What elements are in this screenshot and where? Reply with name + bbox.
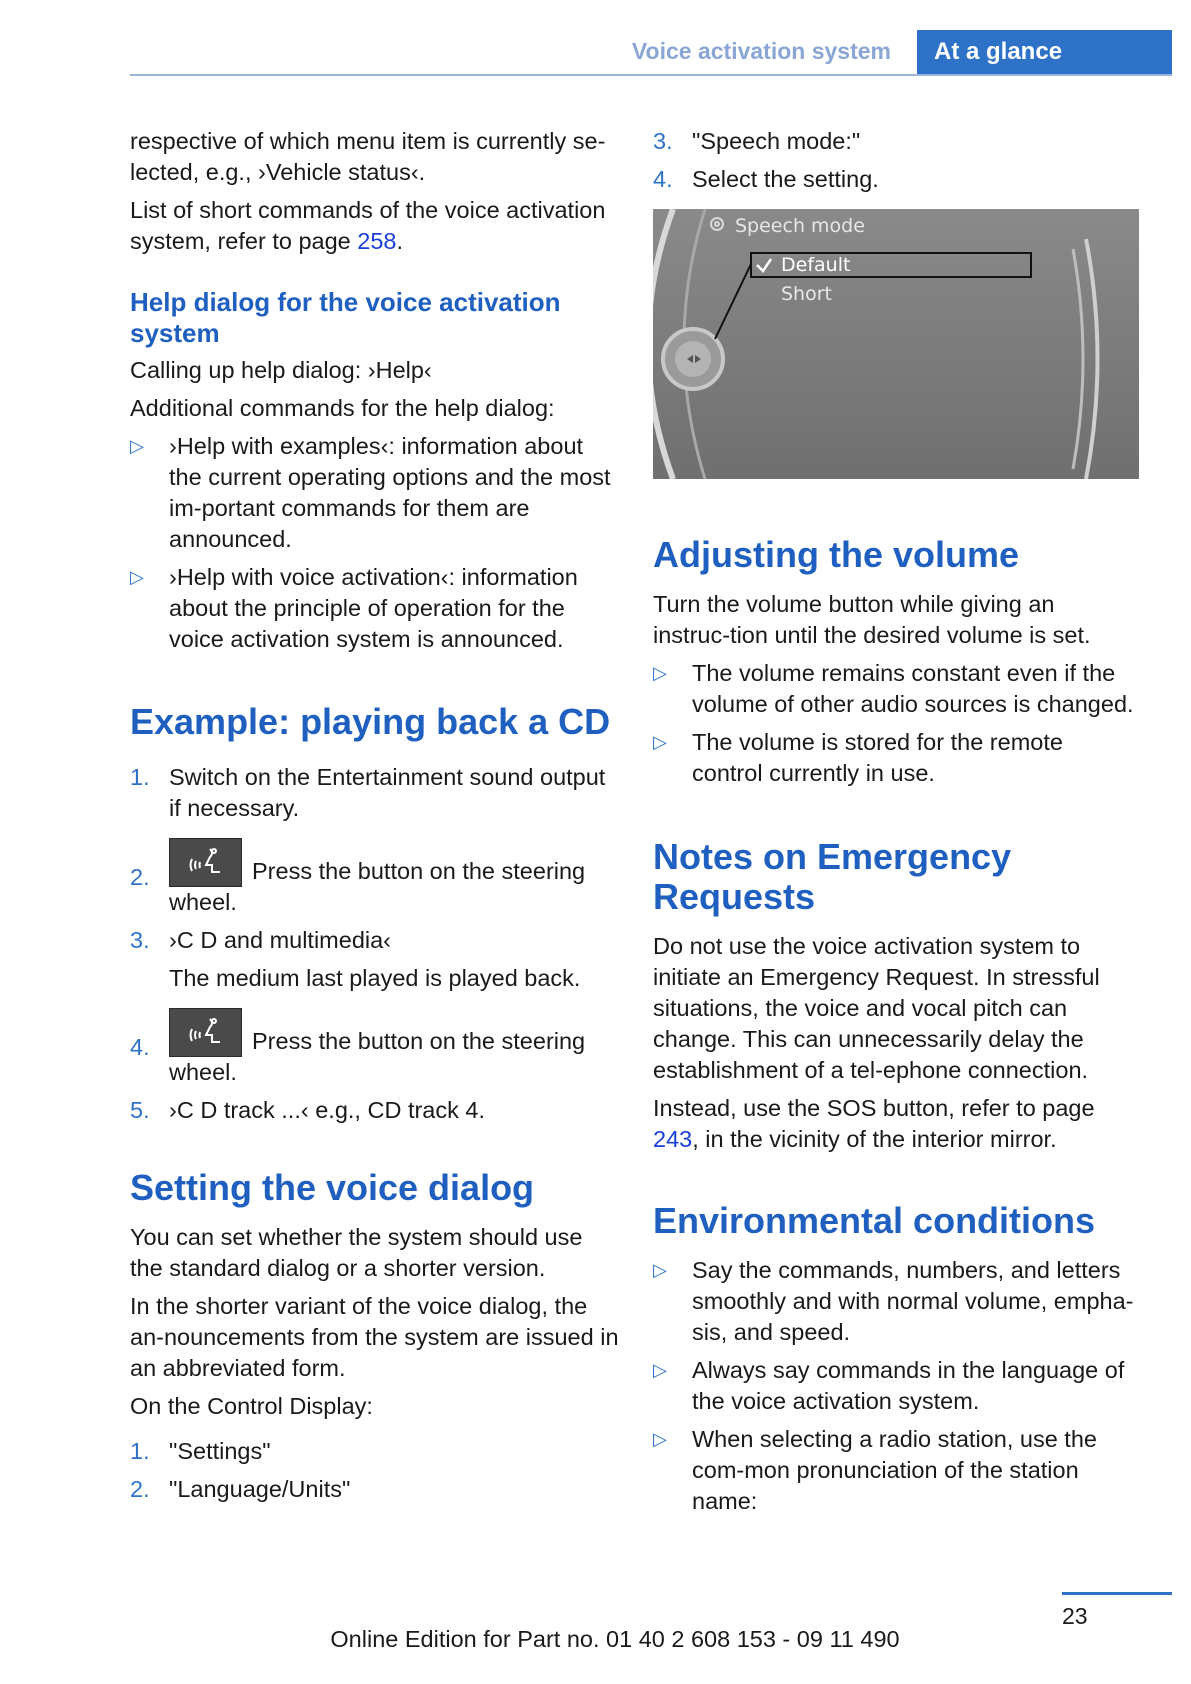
triangle-bullet-icon: ▷ [130,436,144,456]
emergency-text: Instead, use the SOS button, refer to page [653,1095,1095,1121]
dialog-paragraph-2: In the shorter variant of the voice dialog, the an-nouncements from the system are issued in an abbreviated form. [130,1293,619,1381]
page-number: 23 [1062,1603,1088,1629]
footer-rule [1062,1592,1172,1595]
list-item [130,562,620,655]
emergency-paragraph-1: Do not use the voice activation system to initiate an Emergency Request. In stressful situations, the voice and vocal pitch can change. This can unnecessarily delay the establishment of a tel-ephone connection. [653,933,1100,1083]
dialog-paragraph-3: On the Control Display: [130,1393,373,1419]
help-paragraph-2: Additional commands for the help dialog: [130,395,555,421]
step-number: 2. [130,864,150,890]
step-number: 1. [130,1438,150,1464]
step-text: "Settings" [169,1438,271,1464]
intro-text: List of short commands of the voice activation system, refer to page [130,197,606,254]
list-item [130,1436,620,1467]
voice-dialog-heading: Setting the voice dialog [130,1167,535,1208]
screen-option-short: Short [781,283,832,305]
step-number: 5. [130,1097,150,1123]
environmental-heading: Environmental conditions [653,1200,1096,1241]
list-item-text: The volume is stored for the remote control currently in use. [692,729,1063,786]
list-item [130,838,620,918]
voice-button-icon [169,838,242,887]
dialog-steps-list [130,1436,620,1505]
list-item [130,1095,620,1126]
dialog-steps-list-continued [653,126,1138,195]
list-item [653,658,1138,720]
screen-option-default: Default [781,254,851,276]
list-item-text: ›Help with examples‹: information about the current operating options and the most im-portant commands for them are announced. [169,433,611,552]
list-item [130,431,620,555]
step-text: Switch on the Entertainment sound output if necessary. [169,764,606,821]
cd-example-heading: Example: playing back a CD [130,701,611,742]
list-item [130,1474,620,1505]
triangle-bullet-icon: ▷ [653,1429,667,1449]
step-number: 3. [653,128,673,154]
triangle-bullet-icon: ▷ [130,567,144,587]
header-section-title: Voice activation system [631,38,891,64]
list-item [130,925,620,956]
step-text: ›C D and multimedia‹ [169,927,392,953]
volume-heading: Adjusting the volume [653,534,1020,575]
step-number: 1. [130,764,150,790]
step-text: Press the button on the steering wheel. [169,858,586,915]
step-text: "Speech mode:" [692,128,861,154]
triangle-bullet-icon: ▷ [653,1260,667,1280]
list-item [130,762,620,824]
step-3-result: The medium last played is played back. [169,965,581,991]
step-text: Press the button on the steering wheel. [169,1028,586,1085]
triangle-bullet-icon: ▷ [653,663,667,683]
emergency-heading: Notes on Emergency Requests [653,836,1012,917]
intro-paragraph-1: respective of which menu item is currently se-lected, e.g., ›Vehicle status‹. [130,128,606,185]
list-item-text: The volume remains constant even if the volume of other audio sources is changed. [692,660,1134,717]
list-item [653,164,1138,195]
volume-paragraph: Turn the volume button while giving an instruc-tion until the desired volume is set. [653,591,1091,648]
step-text: Select the setting. [692,166,879,192]
list-item [653,1355,1138,1417]
list-item-text: When selecting a radio station, use the com-mon pronunciation of the station name: [692,1426,1097,1514]
emergency-paragraph-2 [653,1093,1138,1155]
voice-button-icon [169,1008,242,1057]
help-commands-list [130,431,620,655]
header-tab: At a glance [917,30,1172,76]
page-link-243[interactable]: 243 [653,1126,693,1152]
emergency-text-end: , in the vicinity of the interior mirror. [692,1126,1057,1152]
list-item [653,126,1138,157]
triangle-bullet-icon: ▷ [653,732,667,752]
step-number: 3. [130,927,150,953]
cd-steps-list-continued [130,1008,620,1126]
list-item [130,1008,620,1088]
step-text: "Language/Units" [169,1476,351,1502]
intro-period: . [396,228,404,254]
volume-list [653,658,1138,789]
dialog-paragraph-1: You can set whether the system should use the standard dialog or a shorter version. [130,1224,583,1281]
step-number: 4. [653,166,673,192]
step-number: 4. [130,1034,150,1060]
page-link-258[interactable]: 258 [357,228,397,254]
list-item-text: Say the commands, numbers, and letters smoothly and with normal volume, empha-sis, and speed. [692,1257,1134,1345]
list-item [653,1255,1138,1348]
cd-steps-list [130,762,620,956]
header-rule [130,74,1172,76]
right-column [653,126,1138,1524]
step-number: 2. [130,1476,150,1502]
left-column [130,126,620,1512]
step-text: ›C D track ...‹ e.g., CD track 4. [169,1097,485,1123]
speech-mode-screenshot [653,209,1139,479]
triangle-bullet-icon: ▷ [653,1360,667,1380]
list-item-text: ›Help with voice activation‹: information about the principle of operation for the voice activation system is announced. [169,564,578,652]
help-dialog-heading: Help dialog for the voice activation system [130,287,561,348]
environmental-list [653,1255,1138,1517]
list-item-text: Always say commands in the language of the voice activation system. [692,1357,1125,1414]
intro-paragraph-2 [130,195,620,257]
edition-footer: Online Edition for Part no. 01 40 2 608 153 - 09 11 490 [330,1626,900,1652]
help-paragraph-1: Calling up help dialog: ›Help‹ [130,357,432,383]
list-item [653,727,1138,789]
screen-title: Speech mode [735,215,865,237]
list-item [653,1424,1138,1517]
